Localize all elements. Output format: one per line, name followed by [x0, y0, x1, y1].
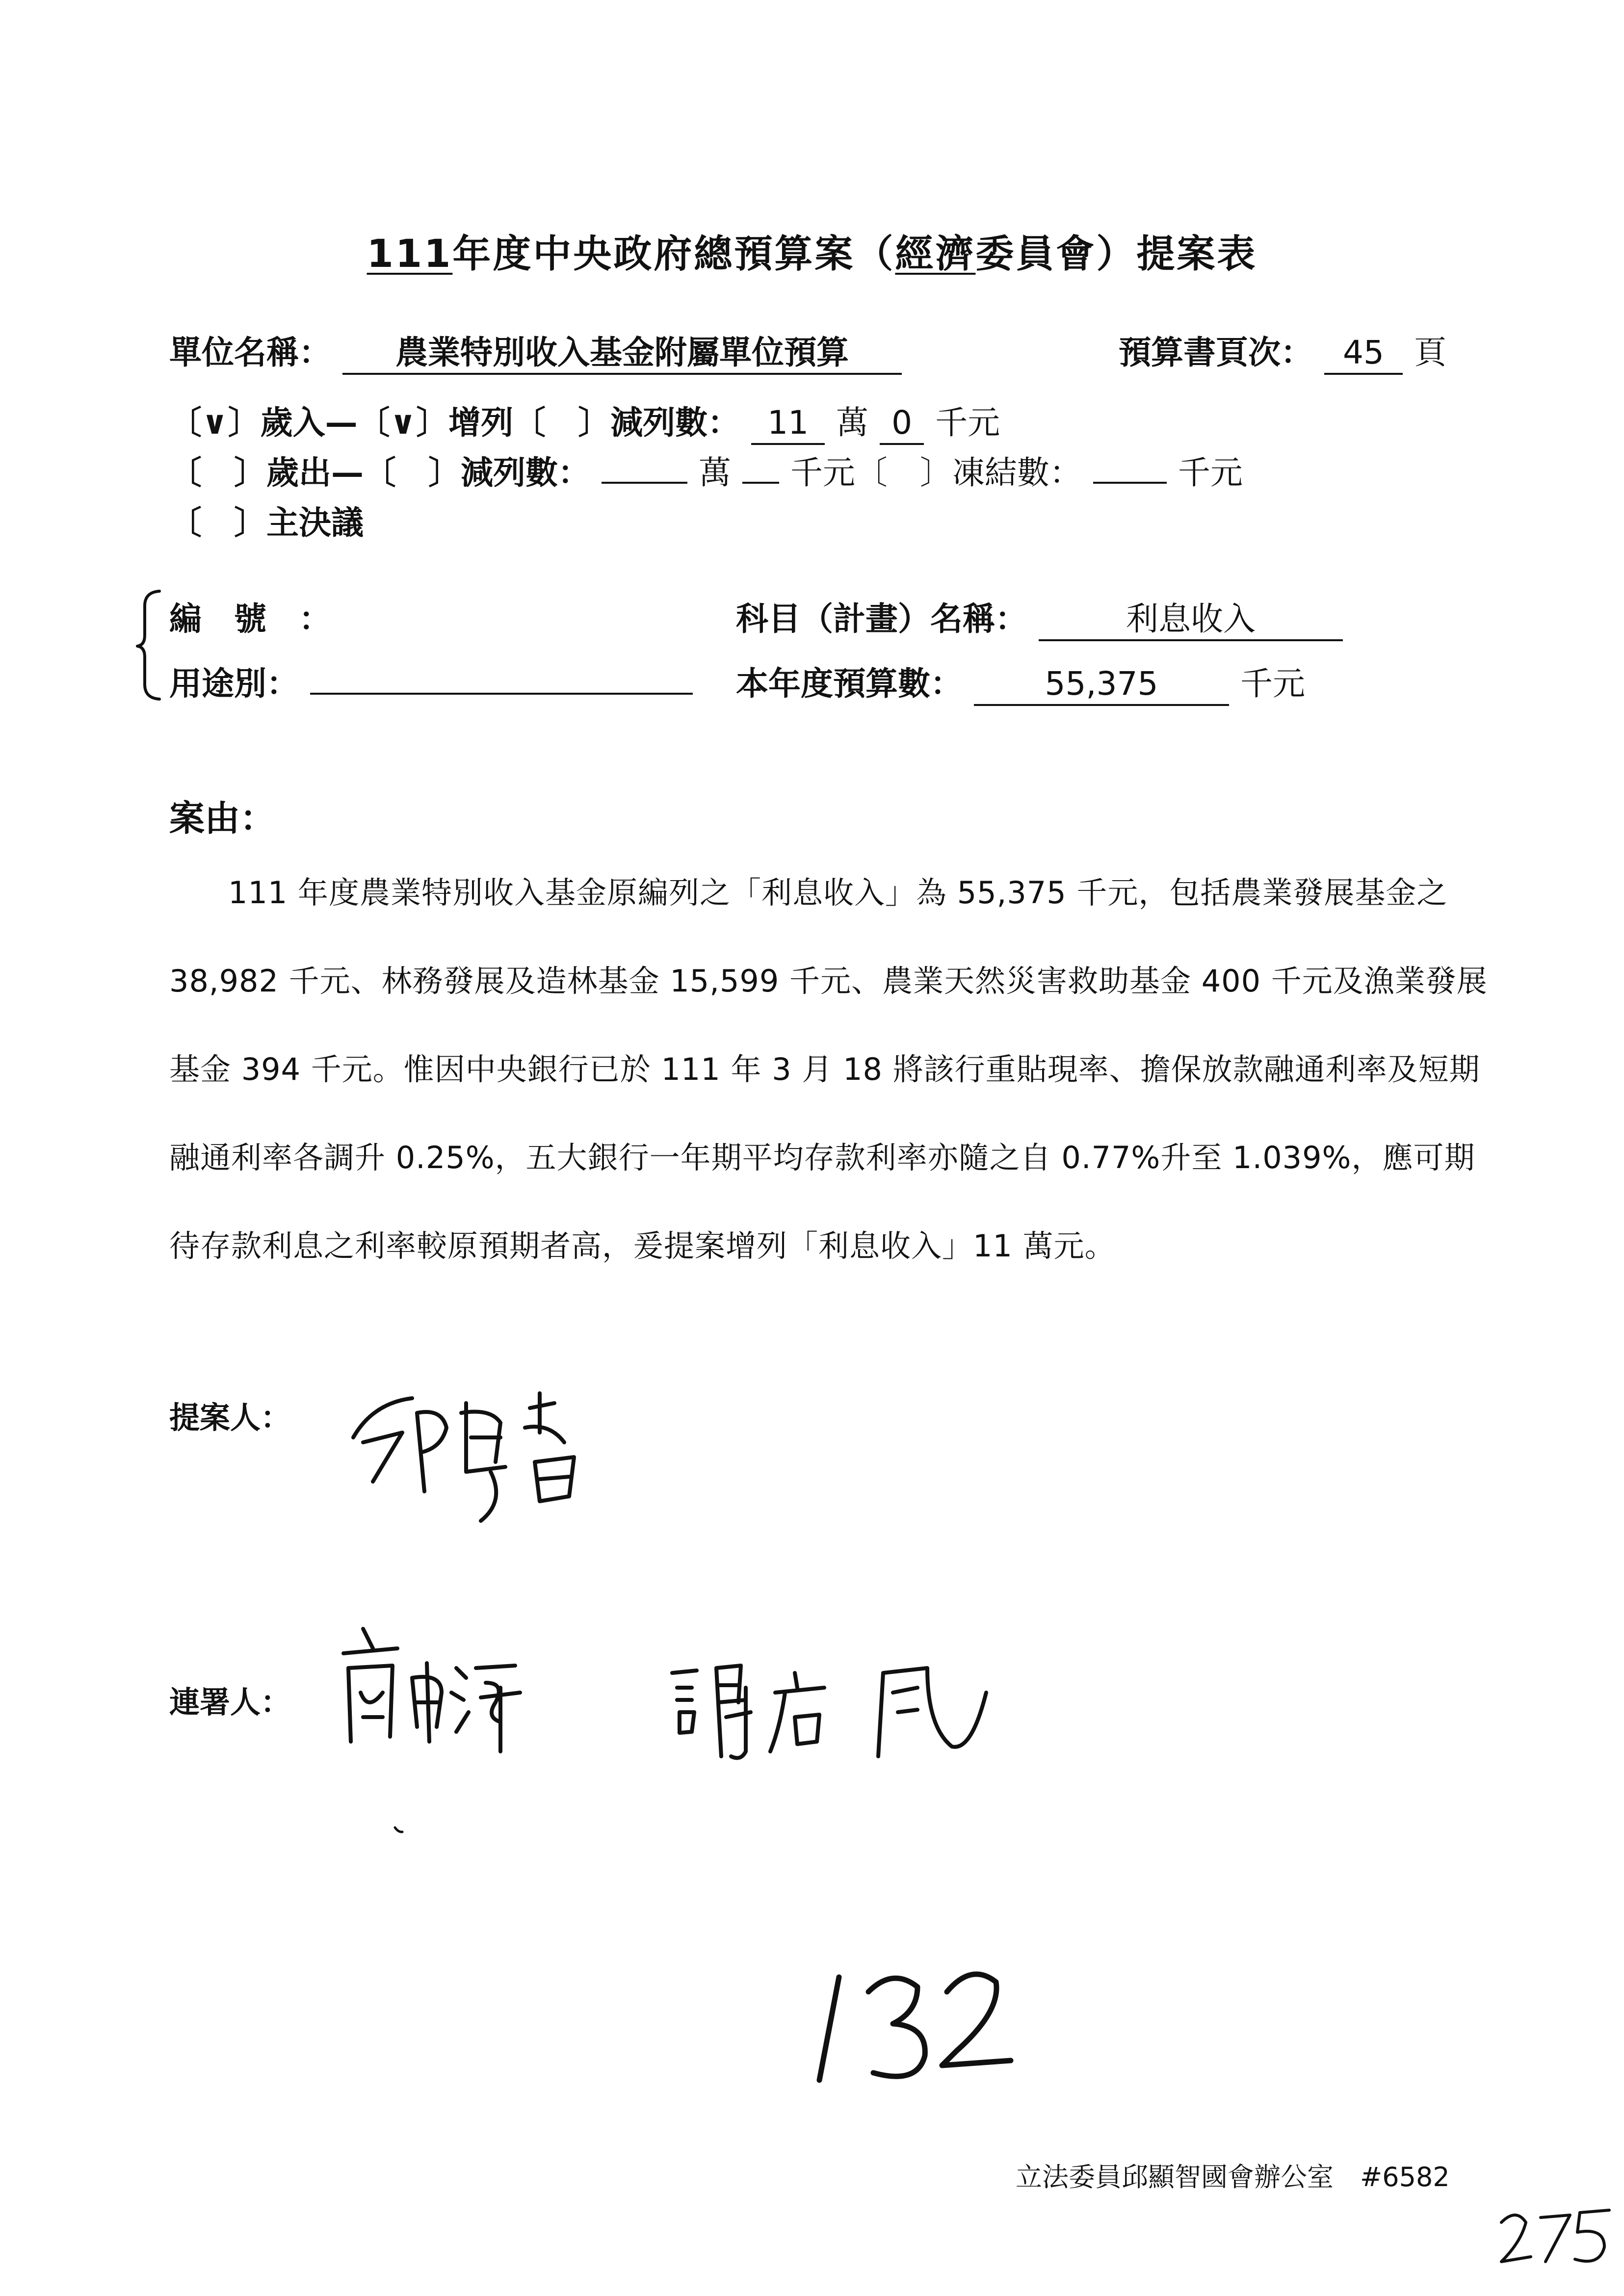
proposer-label: 提案人：	[169, 1400, 291, 1435]
pen-mark	[393, 1825, 407, 1840]
unit-name-row	[169, 326, 902, 375]
expenditure-freeze-label: 千元〔 〕凍結數：	[790, 454, 1082, 492]
resolution-option: 〔 〕主決議	[169, 504, 364, 542]
page-title: 111年度中央政府總預算案（經濟委員會）提案表	[367, 232, 1257, 276]
subject-label: 科目（計畫）名稱：	[736, 600, 1027, 638]
usage-label: 用途別：	[169, 665, 299, 703]
unit-name-value: 農業特別收入基金附屬單位預算	[342, 335, 902, 375]
usage-blank	[310, 688, 693, 695]
unit-name-label: 單位名稱：	[169, 334, 331, 371]
cosigner-signatures	[339, 1619, 1084, 1776]
footer-office: 立法委員邱顯智國會辦公室 #6582	[1016, 2162, 1450, 2192]
revenue-wan-value: 11	[751, 405, 825, 445]
expenditure-wan-blank	[602, 477, 687, 484]
subject-value: 利息收入	[1039, 601, 1343, 641]
expenditure-qian-blank	[742, 477, 779, 484]
budget-row	[736, 657, 1305, 706]
budget-value: 55,375	[974, 666, 1229, 706]
budget-page-row	[1119, 326, 1446, 375]
freeze-unit: 千元	[1178, 454, 1243, 492]
bracket-icon	[137, 586, 167, 704]
usage-row	[169, 657, 693, 704]
handwritten-number-132	[810, 1957, 1035, 2105]
number-row	[169, 593, 331, 639]
expenditure-row	[169, 446, 1243, 493]
budget-page-value: 45	[1324, 335, 1403, 375]
reason-text: 111 年度農業特別收入基金原編列之「利息收入」為 55,375 千元，包括農業發展基金之 38,982 千元、林務發展及造林基金 15,599 千元、農業天然災害救助基金 400 千元及漁業發展基金 394 千元。惟因中央銀行已於 111 年 3 月 18 將該行重貼現率、擔保放款融通利率及短期融通利率各調升 0.25%，五大銀行一年期平均存款利率亦隨之自 0.77%升至 1.039%，應可期待存款利息之利率較原預期者高，爰提案增列「利息收入」11 萬元。	[169, 875, 1488, 1264]
handwritten-number-275	[1496, 2203, 1619, 2271]
subject-row	[736, 593, 1343, 641]
revenue-options: 〔∨〕歲入—〔∨〕增列〔 〕減列數：	[169, 404, 740, 442]
budget-page-suffix: 頁	[1414, 334, 1446, 371]
freeze-blank	[1093, 477, 1167, 484]
expenditure-options: 〔 〕歲出—〔 〕減列數：	[169, 454, 590, 492]
proposer-signature	[343, 1374, 618, 1560]
budget-page-label: 預算書頁次：	[1119, 334, 1313, 371]
revenue-row	[169, 396, 1000, 445]
revenue-qian-unit: 千元	[935, 404, 1000, 442]
revenue-wan-unit: 萬	[836, 404, 869, 442]
budget-unit: 千元	[1240, 665, 1305, 703]
budget-label: 本年度預算數：	[736, 665, 963, 703]
cosigner-label: 連署人：	[169, 1684, 291, 1720]
expenditure-wan-unit: 萬	[698, 454, 731, 492]
number-label: 編 號 ：	[169, 600, 331, 638]
reason-heading: 案由：	[169, 798, 276, 839]
revenue-qian-value: 0	[880, 405, 924, 445]
resolution-row	[169, 496, 364, 543]
